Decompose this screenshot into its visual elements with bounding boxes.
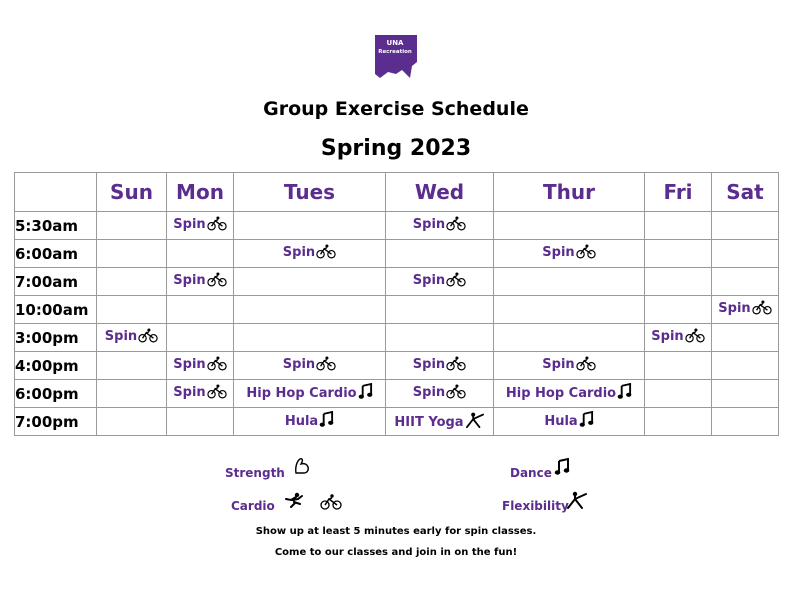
- class-cell: [386, 408, 494, 436]
- class-name: Spin: [651, 329, 684, 344]
- legend-flexibility: Flexibility: [502, 499, 569, 513]
- class-name: Spin: [542, 357, 575, 372]
- empty-cell: [712, 240, 779, 268]
- schedule-table: [14, 172, 779, 436]
- class-cell: [386, 212, 494, 240]
- bike-icon: [207, 272, 227, 291]
- bike-icon: [446, 356, 466, 375]
- class-cell: [712, 296, 779, 324]
- empty-cell: [386, 240, 494, 268]
- empty-cell: [494, 268, 645, 296]
- day-header-fri: Fri: [645, 173, 712, 212]
- svg-text:UNA: UNA: [386, 39, 404, 47]
- runner-icon: [282, 492, 304, 512]
- class-name: Spin: [542, 245, 575, 260]
- empty-cell: [712, 324, 779, 352]
- class-cell: [234, 408, 386, 436]
- time-slot-label: 6:00am: [15, 240, 97, 268]
- legend-dance: Dance: [510, 466, 552, 480]
- empty-cell: [645, 380, 712, 408]
- schedule-row: [15, 408, 779, 436]
- class-name: Spin: [412, 217, 446, 232]
- class-name: Spin: [173, 217, 206, 232]
- class-cell: [234, 380, 386, 408]
- class-cell: [167, 380, 234, 408]
- empty-cell: [97, 240, 167, 268]
- bike-icon: [207, 384, 227, 403]
- time-slot-label: 7:00am: [15, 268, 97, 296]
- class-name: Spin: [282, 357, 316, 372]
- empty-cell: [234, 268, 386, 296]
- bike-icon: [752, 300, 772, 319]
- class-name: Hula: [544, 414, 578, 429]
- class-name: Hip Hop Cardio: [505, 386, 617, 401]
- empty-cell: [167, 408, 234, 436]
- day-header-sun: Sun: [97, 173, 167, 212]
- empty-cell: [167, 240, 234, 268]
- time-slot-label: 6:00pm: [15, 380, 97, 408]
- day-header-sat: Sat: [712, 173, 779, 212]
- empty-cell: [645, 408, 712, 436]
- music-note-icon: [319, 411, 334, 432]
- time-slot-label: 5:30am: [15, 212, 97, 240]
- class-cell: [97, 324, 167, 352]
- music-note-icon: [617, 383, 632, 404]
- note-spin-early: Show up at least 5 minutes early for spin classes.: [255, 526, 537, 537]
- class-name: Spin: [412, 385, 446, 400]
- class-name: Spin: [173, 273, 206, 288]
- svg-text:Recreation: Recreation: [378, 49, 412, 55]
- day-header-thur: Thur: [494, 173, 645, 212]
- time-slot-label: 7:00pm: [15, 408, 97, 436]
- class-cell: [386, 268, 494, 296]
- empty-cell: [386, 296, 494, 324]
- empty-cell: [234, 324, 386, 352]
- time-slot-label: 10:00am: [15, 296, 97, 324]
- empty-cell: [97, 408, 167, 436]
- class-name: Hip Hop Cardio: [246, 386, 357, 401]
- time-slot-label: 3:00pm: [15, 324, 97, 352]
- class-name: Spin: [104, 329, 138, 344]
- una-recreation-logo: [374, 34, 418, 80]
- empty-cell: [712, 268, 779, 296]
- class-cell: [494, 408, 645, 436]
- empty-cell: [97, 352, 167, 380]
- bike-icon: [207, 216, 227, 235]
- schedule-row: [15, 240, 779, 268]
- class-cell: [386, 352, 494, 380]
- class-cell: [234, 352, 386, 380]
- empty-cell: [97, 268, 167, 296]
- class-name: HIIT Yoga: [394, 414, 464, 430]
- class-cell: [167, 212, 234, 240]
- day-header-wed: Wed: [386, 173, 494, 212]
- class-name: Spin: [412, 273, 446, 288]
- empty-cell: [167, 296, 234, 324]
- bike-icon: [446, 216, 466, 235]
- class-name: Spin: [173, 385, 206, 400]
- note-join-fun: Come to our classes and join in on the fun!: [274, 547, 518, 558]
- bike-icon: [316, 244, 336, 263]
- empty-cell: [234, 212, 386, 240]
- schedule-row: [15, 352, 779, 380]
- empty-cell: [494, 296, 645, 324]
- empty-cell: [494, 212, 645, 240]
- class-name: Spin: [718, 301, 751, 316]
- legend-strength: Strength: [225, 466, 285, 480]
- class-cell: [494, 380, 645, 408]
- yoga-pose-icon: [465, 411, 485, 433]
- class-name: Spin: [412, 357, 446, 372]
- music-note-icon: [579, 411, 594, 432]
- yoga-pose-icon: [566, 490, 588, 514]
- schedule-row: [15, 324, 779, 352]
- empty-cell: [97, 212, 167, 240]
- time-slot-label: 4:00pm: [15, 352, 97, 380]
- empty-cell: [645, 240, 712, 268]
- class-name: Spin: [173, 357, 206, 372]
- day-header-mon: Mon: [167, 173, 234, 212]
- empty-cell: [712, 380, 779, 408]
- empty-cell: [645, 352, 712, 380]
- schedule-row: [15, 380, 779, 408]
- bike-icon: [576, 356, 596, 375]
- empty-cell: [97, 380, 167, 408]
- class-name: Hula: [284, 414, 319, 429]
- bike-icon: [685, 328, 705, 347]
- page-subtitle: Spring 2023: [320, 136, 472, 161]
- empty-cell: [386, 324, 494, 352]
- empty-cell: [234, 296, 386, 324]
- class-cell: [494, 240, 645, 268]
- music-note-icon: [358, 383, 373, 404]
- bike-icon: [320, 494, 342, 514]
- bike-icon: [446, 272, 466, 291]
- class-cell: [645, 324, 712, 352]
- empty-cell: [167, 324, 234, 352]
- empty-cell: [712, 352, 779, 380]
- corner-cell: [15, 173, 97, 212]
- day-header-row: [15, 173, 779, 212]
- schedule-row: [15, 268, 779, 296]
- class-cell: [167, 268, 234, 296]
- schedule-row: [15, 296, 779, 324]
- day-header-tues: Tues: [234, 173, 386, 212]
- empty-cell: [712, 408, 779, 436]
- class-cell: [234, 240, 386, 268]
- bike-icon: [316, 356, 336, 375]
- empty-cell: [494, 324, 645, 352]
- bike-icon: [576, 244, 596, 263]
- empty-cell: [645, 268, 712, 296]
- empty-cell: [645, 212, 712, 240]
- bike-icon: [446, 384, 466, 403]
- class-cell: [386, 380, 494, 408]
- class-cell: [494, 352, 645, 380]
- class-cell: [167, 352, 234, 380]
- legend-cardio: Cardio: [231, 499, 275, 513]
- schedule-row: [15, 212, 779, 240]
- empty-cell: [645, 296, 712, 324]
- empty-cell: [712, 212, 779, 240]
- flexed-arm-icon: [292, 456, 312, 480]
- empty-cell: [97, 296, 167, 324]
- music-note-icon: [554, 458, 570, 480]
- class-name: Spin: [282, 245, 316, 260]
- page-title: Group Exercise Schedule: [263, 98, 529, 120]
- bike-icon: [207, 356, 227, 375]
- bike-icon: [138, 328, 158, 347]
